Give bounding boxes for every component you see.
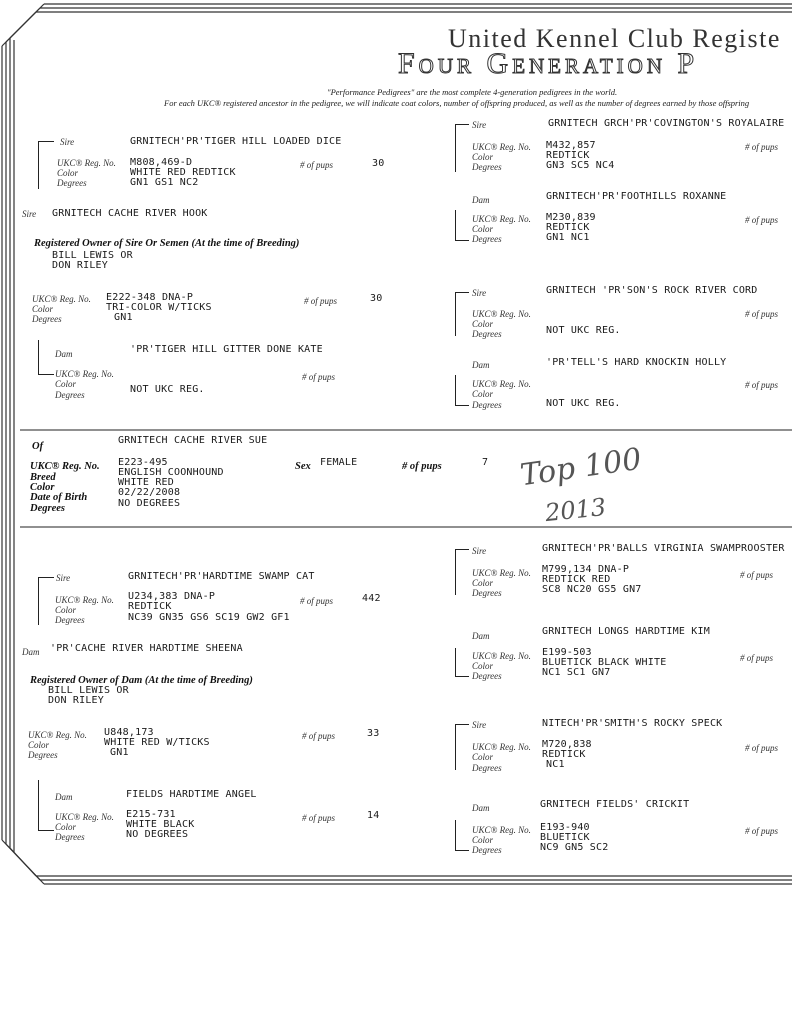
ds-sire-reg: U234,383 DNA-P	[128, 591, 216, 602]
subject-breed: ENGLISH COONHOUND	[118, 467, 224, 478]
sire-main-pups: 30	[370, 293, 383, 304]
pups-label: # of pups	[302, 731, 336, 741]
degrees-label: Degrees	[472, 329, 502, 339]
ds-gd1-name: GRNITECH LONGS HARDTIME KIM	[542, 626, 710, 637]
color-label: Color	[472, 152, 494, 162]
subject-degrees: NO DEGREES	[118, 498, 181, 509]
ds-gd1-reg: E199-503	[542, 647, 592, 658]
sire-label: Sire	[56, 573, 71, 583]
ds-dam-degrees: GN1	[110, 747, 129, 758]
pups-label: # of pups	[745, 380, 779, 390]
reg-no-label: UKC® Reg. No.	[472, 651, 531, 661]
ds-gd1-degrees: NC1 SC1 GN7	[542, 667, 611, 678]
owner-sire-2: DON RILEY	[52, 260, 108, 271]
ds-gs2-name: NITECH'PR'SMITH'S ROCKY SPECK	[542, 718, 723, 729]
owner-dam-label: Registered Owner of Dam (At the time of Breeding)	[30, 675, 253, 686]
ds-sire-color: REDTICK	[128, 601, 172, 612]
ds-dam-dam-degrees: NO DEGREES	[126, 829, 189, 840]
ds-dam-dam-color: WHITE BLACK	[126, 819, 195, 830]
reg-no-label: UKC® Reg. No.	[472, 742, 531, 752]
pups-label: # of pups	[740, 653, 774, 663]
ds-sire-name: GRNITECH'PR'HARDTIME SWAMP CAT	[128, 571, 315, 582]
ds-gs2-degrees: NC1	[546, 759, 565, 770]
of-label: Of	[32, 441, 44, 452]
ss-gd1-reg: M230,839	[546, 212, 596, 223]
ss-gd2-degrees: NOT UKC REG.	[546, 398, 621, 409]
sex-label: Sex	[295, 461, 311, 472]
sire-label: Sire	[472, 546, 487, 556]
reg-no-label: UKC® Reg. No.	[55, 595, 114, 605]
dam-label-main: Dam	[22, 647, 40, 657]
sire-main-degrees: GN1	[114, 312, 133, 323]
ss-gd1-degrees: GN1 NC1	[546, 232, 590, 243]
pups-label: # of pups	[745, 826, 779, 836]
ds-gs1-degrees: SC8 NC20 GS5 GN7	[542, 584, 642, 595]
ss-gs1-reg: M432,857	[546, 140, 596, 151]
reg-no-label: UKC® Reg. No.	[472, 568, 531, 578]
ds-sire-pups: 442	[362, 593, 381, 604]
ds-gs1-reg: M799,134 DNA-P	[542, 564, 630, 575]
owner-dam-2: DON RILEY	[48, 695, 104, 706]
pups-label: # of pups	[745, 743, 779, 753]
sire-degrees: GN1 GS1 NC2	[130, 177, 199, 188]
sire-color: WHITE RED REDTICK	[130, 167, 236, 178]
ds-dam-dam-reg: E215-731	[126, 809, 176, 820]
color-label: Color	[55, 379, 77, 389]
handwritten-note-top100: Top 100	[518, 441, 644, 494]
pups-label: # of pups	[300, 160, 334, 170]
color-label: Color	[472, 578, 494, 588]
pups-label: # of pups	[302, 372, 336, 382]
ds-gs2-color: REDTICK	[542, 749, 586, 760]
ds-gd2-name: GRNITECH FIELDS' CRICKIT	[540, 799, 690, 810]
ss-gd1-name: GRNITECH'PR'FOOTHILLS ROXANNE	[546, 191, 727, 202]
dam-label: Dam	[55, 792, 73, 802]
reg-no-label: UKC® Reg. No.	[55, 812, 114, 822]
color-label: Color	[55, 605, 77, 615]
sire-pups: 30	[372, 158, 385, 169]
sire-label: Sire	[472, 120, 487, 130]
sire-reg: M808,469-D	[130, 157, 193, 168]
reg-no-label: UKC® Reg. No.	[32, 294, 91, 304]
ss-gd1-color: REDTICK	[546, 222, 590, 233]
degrees-label: Degrees	[472, 671, 502, 681]
color-label: Color	[472, 389, 494, 399]
dam-label: Dam	[472, 631, 490, 641]
ds-gd1-color: BLUETICK BLACK WHITE	[542, 657, 667, 668]
sire-main-name: GRNITECH CACHE RIVER HOOK	[52, 208, 208, 219]
reg-no-label: UKC® Reg. No.	[472, 142, 531, 152]
subject-name: GRNITECH CACHE RIVER SUE	[118, 435, 268, 446]
sire-dam-degrees: NOT UKC REG.	[130, 384, 205, 395]
degrees-label: Degrees	[472, 845, 502, 855]
color-label: Color	[32, 304, 54, 314]
dam-label: Dam	[472, 803, 490, 813]
reg-no-label: UKC® Reg. No.	[55, 369, 114, 379]
degrees-label: Degrees	[55, 832, 85, 842]
sire-main-reg: E222-348 DNA-P	[106, 292, 194, 303]
reg-no-label: UKC® Reg. No.	[472, 825, 531, 835]
color-label: Color	[55, 822, 77, 832]
pups-label: # of pups	[300, 596, 334, 606]
ds-dam-dam-name: FIELDS HARDTIME ANGEL	[126, 789, 257, 800]
degrees-label: Degrees	[472, 162, 502, 172]
pups-label: # of pups	[740, 570, 774, 580]
pups-label: # of pups	[745, 215, 779, 225]
subject-dob: 02/22/2008	[118, 487, 181, 498]
dam-label: Dam	[55, 349, 73, 359]
pups-label: # of pups	[304, 296, 338, 306]
degrees-label: Degrees	[472, 234, 502, 244]
degrees-label: Degrees	[28, 750, 58, 760]
reg-no-label: UKC® Reg. No.	[30, 461, 100, 472]
owner-sire-label: Registered Owner of Sire Or Semen (At the time of Breeding)	[34, 238, 300, 249]
sire-label: Sire	[60, 137, 75, 147]
ss-gd2-name: 'PR'TELL'S HARD KNOCKIN HOLLY	[546, 357, 727, 368]
color-label: Color	[472, 752, 494, 762]
degrees-label: Degrees	[472, 400, 502, 410]
subject-reg: E223-495	[118, 457, 168, 468]
dam-label: Dam	[472, 195, 490, 205]
breed-label: Breed	[30, 472, 56, 483]
color-label: Color	[472, 319, 494, 329]
ss-gs1-degrees: GN3 SC5 NC4	[546, 160, 615, 171]
pups-label: # of pups	[745, 309, 779, 319]
reg-no-label: UKC® Reg. No.	[472, 379, 531, 389]
reg-no-label: UKC® Reg. No.	[28, 730, 87, 740]
degrees-label: Degrees	[32, 314, 62, 324]
sire-name: GRNITECH'PR'TIGER HILL LOADED DICE	[130, 136, 342, 147]
owner-dam-1: BILL LEWIS OR	[48, 685, 129, 696]
dob-label: Date of Birth	[30, 492, 88, 503]
color-label: Color	[472, 224, 494, 234]
ds-gd2-reg: E193-940	[540, 822, 590, 833]
reg-no-label: UKC® Reg. No.	[57, 158, 116, 168]
sire-label: Sire	[472, 288, 487, 298]
color-label: Color	[57, 168, 79, 178]
ds-gs2-reg: M720,838	[542, 739, 592, 750]
ds-sire-degrees: NC39 GN35 GS6 SC19 GW2 GF1	[128, 612, 290, 623]
sire-label-main: Sire	[22, 209, 37, 219]
sire-label: Sire	[472, 720, 487, 730]
reg-no-label: UKC® Reg. No.	[472, 309, 531, 319]
color-label: Color	[472, 835, 494, 845]
dam-label: Dam	[472, 360, 490, 370]
pups-label: # of pups	[745, 142, 779, 152]
ds-dam-name: 'PR'CACHE RIVER HARDTIME SHEENA	[50, 643, 243, 654]
ss-gs2-name: GRNITECH 'PR'SON'S ROCK RIVER CORD	[546, 285, 758, 296]
color-label: Color	[472, 661, 494, 671]
reg-no-label: UKC® Reg. No.	[472, 214, 531, 224]
ds-gd2-degrees: NC9 GN5 SC2	[540, 842, 609, 853]
sire-dam-name: 'PR'TIGER HILL GITTER DONE KATE	[130, 344, 323, 355]
pups-label: # of pups	[402, 461, 442, 472]
page-title-line2: Four Generation P	[398, 47, 699, 80]
degrees-label: Degrees	[30, 503, 65, 514]
ds-gs1-color: REDTICK RED	[542, 574, 611, 585]
ss-gs1-name: GRNITECH GRCH'PR'COVINGTON'S ROYALAIRE	[548, 118, 785, 129]
owner-sire-1: BILL LEWIS OR	[52, 250, 133, 261]
ds-dam-dam-pups: 14	[367, 810, 380, 821]
subject-color: WHITE RED	[118, 477, 174, 488]
degrees-label: Degrees	[472, 763, 502, 773]
handwritten-note-year: 2013	[543, 492, 608, 528]
subject-sex: FEMALE	[320, 457, 358, 468]
page-title-line1: United Kennel Club Registe	[448, 24, 781, 53]
ds-dam-reg: U848,173	[104, 727, 154, 738]
ds-dam-color: WHITE RED W/TICKS	[104, 737, 210, 748]
ss-gs2-degrees: NOT UKC REG.	[546, 325, 621, 336]
ds-dam-pups: 33	[367, 728, 380, 739]
degrees-label: Degrees	[55, 390, 85, 400]
ds-gd2-color: BLUETICK	[540, 832, 590, 843]
degrees-label: Degrees	[472, 588, 502, 598]
subject-pups: 7	[482, 457, 489, 468]
degrees-label: Degrees	[55, 615, 85, 625]
color-label: Color	[28, 740, 50, 750]
subtitle-1: "Performance Pedigrees" are the most complete 4-generation pedigrees in the world.	[327, 87, 618, 97]
ss-gs1-color: REDTICK	[546, 150, 590, 161]
sire-main-color: TRI-COLOR W/TICKS	[106, 302, 212, 313]
degrees-label: Degrees	[57, 178, 87, 188]
ds-gs1-name: GRNITECH'PR'BALLS VIRGINIA SWAMPROOSTER	[542, 543, 785, 554]
pups-label: # of pups	[302, 813, 336, 823]
subtitle-2: For each UKC® registered ancestor in the pedigree, we will indicate coat colors, number of offspring produced, as well as the number of degrees earned by those offspring	[164, 98, 750, 108]
color-label: Color	[30, 482, 55, 493]
